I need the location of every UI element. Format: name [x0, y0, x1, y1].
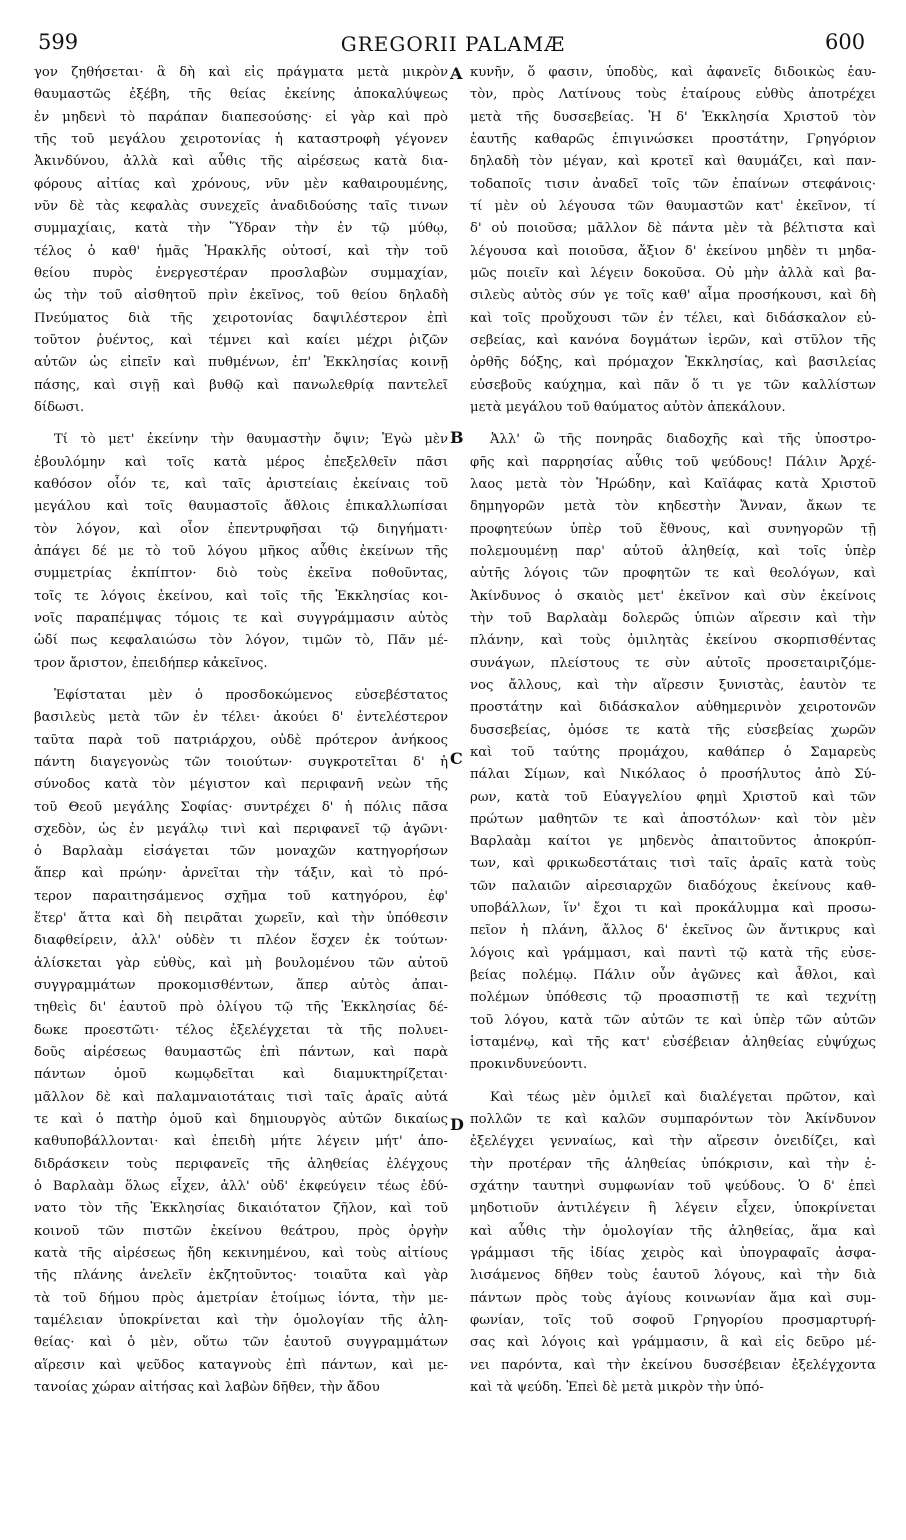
text-line: μετὰ τῆς δυσσεβείας. Ἡ δ' Ἐκκλησία Χριστοῦ τὸν: [470, 109, 876, 125]
running-title: GREGORII PALAMÆ: [340, 32, 566, 56]
text-line: λέγουσα καὶ ποιοῦσα, ἄξιον δ' ἐκείνου μηδὲν τι μηδα-: [470, 243, 876, 259]
text-line: κοινοῦ τῶν πιστῶν ἐκείνου θεάτρου, πρὸς ὀργὴν: [34, 1223, 448, 1239]
text-line: ὁ Βαρλαὰμ εἰσάγεται τῶν μοναχῶν κατηγορήσων: [34, 844, 448, 860]
text-line: πρώτων μαθητῶν τε καὶ ἀποστόλων· καὶ τὸν μὲν: [470, 811, 876, 827]
text-line: σας καὶ λόγοις καὶ γράμμασιν, ἃ καὶ εἰς δεῦρο μέ-: [470, 1335, 876, 1351]
text-line: καθυποβάλλονται· καὶ ἐπειδὴ μήτε λέγειν μήτ' ἀπο-: [34, 1134, 448, 1150]
text-line: σύνοδος κατὰ τὸν μέγιστον καὶ περιφανῆ νεὼν τῆς: [34, 777, 448, 793]
text-line: νοῖς παραπέμψας τόμοις τε καὶ συγγράμμασιν αὐτὸς: [34, 610, 448, 626]
text-line: δυσσεβείας, ὁμόσε τε κατὰ τῆς εὐσεβείας χωρῶν: [470, 722, 876, 738]
text-line: πάλαι Σίμων, καὶ Νικόλαος ὁ προσήλυτος ἀπὸ Σύ-: [470, 767, 876, 783]
text-line: βασιλεὺς μετὰ τῶν ἐν τέλει· ἀκούει δ' ἐντελέστερον: [34, 710, 448, 726]
text-line: τῶν παλαιῶν αἱρεσιαρχῶν διαδόχους ἐκείνους καθ-: [470, 878, 876, 894]
text-line: αὐτῶν ὡς εἰπεῖν καὶ πυθμένων, ἐπ' Ἐκκλησίας κοινῇ: [34, 355, 448, 371]
text-line: δ' οὐ ποιοῦσα; μᾶλλον δὲ πάντα μὲν τὰ βέλτιστα καὶ: [470, 221, 876, 237]
text-line: μηδοτιοῦν ἀντιλέγειν ἢ λέγειν εἶχεν, ὑποκρίνεται: [470, 1201, 876, 1217]
text-line: συμμετρίας ἐκπίπτον· διὸ τοὺς ἐκεῖνα ποθοῦντας,: [34, 566, 448, 582]
text-line: ἁλίσκεται γὰρ εὐθὺς, καὶ μὴ βουλομένου τῶν αὐτοῦ: [34, 955, 448, 971]
text-line: Ἀκινδύνου, ἀλλὰ καὶ αὖθις τῆς αἱρέσεως κατὰ δια-: [34, 154, 448, 170]
text-line: Ἐφίσταται μὲν ὁ προσδοκώμενος εὐσεβέστατος: [54, 687, 448, 703]
text-line: σχεδὸν, ὡς ἐν μεγάλῳ τινὶ καὶ περιφανεῖ τῷ ἀγῶνι·: [34, 821, 448, 837]
text-line: προφητεύων ὑπὲρ τοῦ ἔθνους, καὶ συνηγορῶν τῇ: [470, 521, 876, 537]
text-line: συνάγων, πλείστους τε σὺν αὐτοῖς προσεταιριζόμε-: [470, 655, 876, 671]
text-line: ὡδί πως κεφαλαιώσω τὸν λόγον, τιμῶν τὸ, Πᾶν μέ-: [34, 633, 448, 649]
text-line: σιλεὺς αὐτὸς σύν γε τοῖς καθ' αἷμα προσήκουσι, καὶ δὴ: [470, 288, 876, 304]
text-line: σχάτην ταυτηνὶ συμφωνίαν τοῦ ψεύδους. Ὁ δ' ἐπεὶ: [470, 1179, 876, 1195]
text-line: ὀρθῆς δόξης, καὶ πρόμαχον Ἐκκλησίας, καὶ βασιλείας: [470, 355, 876, 371]
text-line: γον ζηθήσεται· ἃ δὴ καὶ εἰς πράγματα μετὰ μικρὸν: [34, 65, 448, 80]
text-line: τὴν τοῦ Βαρλαὰμ δολερῶς ὑπιὼν αἵρεσιν καὶ τὴν: [470, 610, 876, 626]
text-line: νος ἄλλους, καὶ τὴν αἵρεσιν ξυνιστὰς, ἑαυτὸν τε: [470, 677, 876, 693]
text-line: ἅπερ καὶ πρώην· ἀρνεῖται τὴν τάξιν, καὶ τὸ πρό-: [34, 866, 448, 882]
text-line: καὶ τοῖς προὔχουσι τῶν ἐν τέλει, καὶ διδάσκαλον εὐ-: [470, 310, 876, 326]
text-line: βείας πολέμῳ. Πάλιν οὖν ἀγῶνες καὶ ἆθλοι, καὶ: [470, 968, 876, 984]
text-line: ἱσταμένῳ, καὶ τῆς κατ' εὐσέβειαν ἀληθείας εὐψύχως: [470, 1035, 876, 1051]
text-line: ὡς τὴν τοῦ αἰσθητοῦ πρὶν ἐκεῖνος, τοῦ θείου δηλαδὴ: [34, 288, 448, 304]
text-line: δημηγορῶν μετὰ τὸν κηδεστὴν Ἄνναν, ἄκων τε: [470, 499, 876, 515]
text-line: ἐξελέγχει γενναίως, καὶ τὴν αἵρεσιν ὀνειδίζει, καὶ: [470, 1134, 876, 1150]
text-line: φῆς καὶ παρρησίας αὖθις τοῦ ψεύδους! Πάλιν Ἀρχέ-: [470, 454, 876, 470]
text-line: μῶς ποιεῖν καὶ λέγειν δοκοῦσα. Οὐ μὴν ἀλλὰ καὶ βα-: [470, 265, 876, 281]
section-marker-b: B: [450, 428, 464, 447]
text-line: θείου πυρὸς ἐνεργεστέραν προσλαβὼν συμμαχίαν,: [34, 265, 448, 281]
text-line: δίδωσι.: [34, 399, 85, 415]
text-line: τανοίας χώραν αἰτήσας καὶ λαβὼν δῆθεν, τὴν ἄδου: [34, 1380, 380, 1396]
text-line: πάντη διαγεγονὼς τῶν τοιούτων· συγκροτεῖται δ' ἡ: [34, 754, 448, 770]
text-line: τοῦτον ῥυέντος, καὶ τέμνει καὶ καίει μέχρι ῥιζῶν: [34, 332, 448, 348]
text-line: τὸν λόγον, καὶ οἷον ἐπεντρυφῆσαι τῷ διηγήματι·: [34, 521, 448, 537]
text-line: μᾶλλον δὲ καὶ παλαμναιοτάταις τισὶ ταῖς ἀραῖς αὐτά: [34, 1089, 448, 1105]
text-line: λόγοις καὶ γράμμασι, καὶ παντὶ τῷ κατὰ τῆς εὐσε-: [470, 945, 876, 961]
text-line: διαφθείρειν, ἀλλ' οὐδὲν τι πλέον ἔσχεν ἐκ τούτων·: [34, 933, 448, 949]
text-line: ἐβουλόμην καὶ τοῖς κατὰ μέρος ἐπεξελθεῖν πᾶσι: [34, 454, 448, 470]
right-column: [470, 62, 876, 1399]
text-line: τέλος ὁ καθ' ἡμᾶς Ἡρακλῆς οὑτοσί, καὶ τὴν τοῦ: [34, 243, 448, 259]
text-line: ρων, κατὰ τοῦ Εὐαγγελίου φημὶ Χριστοῦ καὶ τῶν: [470, 789, 876, 805]
text-line: Καὶ τέως μὲν ὁμιλεῖ καὶ διαλέγεται πρῶτον, καὶ: [490, 1089, 876, 1105]
text-line: δοῦς αἱρέσεως θαυμαστῶς ἐπὶ πάντων, καὶ παρὰ: [34, 1045, 448, 1061]
text-line: αἵρεσιν καὶ ψεῦδος καταγνοὺς ἐπὶ πάντων, καὶ με-: [34, 1357, 448, 1373]
text-line: τὸν, πρὸς Λατίνους τοὺς ἑταίρους εὐθὺς ἀποτρέχει: [470, 87, 876, 103]
text-line: ταῦτα παρὰ τοῦ πατριάρχου, οὐδὲ πρότερον ἀνήκοος: [34, 732, 448, 748]
text-line: τὰ τοῦ δήμου πρὸς ἀμετρίαν ἑτοίμως ἰόντα, τὴν με-: [34, 1290, 448, 1306]
text-line: νῦν δὲ τὰς κεφαλὰς συνεχεῖς ἀναδιδούσης ταῖς τινων: [34, 198, 448, 214]
text-line: των, καὶ φρικωδεστάταις τισὶ ταῖς ἀραῖς κατὰ τοὺς: [470, 856, 876, 872]
text-line: καὶ τὰ ψεύδη. Ἐπεὶ δὲ μετὰ μικρὸν τὴν ὑπό-: [470, 1380, 764, 1396]
text-line: σεβείας, καὶ κανόνα δογμάτων ἱερῶν, καὶ στῦλον τῆς: [470, 332, 876, 348]
text-line: τρον ἄριστον, ἐπειδήπερ κἀκεῖνος.: [34, 655, 268, 671]
text-line: ὁ Βαρλαὰμ ὅλως εἶχεν, ἀλλ' οὐδ' ἐκφεύγειν τέως ἐδύ-: [34, 1179, 448, 1195]
text-line: κατὰ τῆς αἱρέσεως ἤδη κεκινημένου, καὶ τοὺς αἰτίους: [34, 1246, 448, 1262]
left-column: [34, 62, 448, 1399]
text-line: γράμμασι τῆς ἰδίας χειρὸς καὶ ὑπογραφαῖς ἀσφα-: [470, 1246, 876, 1262]
text-line: τί μὲν οὐ λέγουσα τῶν θαυμαστῶν κατ' ἐκεῖνον, τί: [470, 198, 876, 214]
text-line: λαος μετὰ τὸν Ἡρώδην, καὶ Καϊάφας κατὰ Χριστοῦ: [470, 476, 876, 492]
text-line: διδράσκειν τοὺς περιφανεῖς τῆς ἀληθείας ἐλέγχους: [34, 1156, 448, 1172]
text-line: νατο τὸν τῆς Ἐκκλησίας δικαιότατον ζῆλον, καὶ τοῦ: [34, 1201, 448, 1217]
text-line: αὐτῆς λόγοις τῶν προφητῶν τε καὶ θεολόγων, καὶ: [470, 566, 876, 582]
text-line: ταμέλειαν ὑποκρίνεται καὶ τὴν ὁμολογίαν τῆς ἀλη-: [34, 1313, 448, 1329]
text-line: μεγάλου καὶ τοῖς θαυμαστοῖς ἄθλοις ἐπικαλλωπίσαι: [34, 499, 448, 515]
text-line: συμμαχίαις, κατὰ τὴν Ὕδραν τὴν ἐν τῷ μύθῳ,: [34, 221, 448, 237]
text-line: ἕτερ' ἄττα καὶ δὴ πειρᾶται χωρεῖν, καὶ τὴν ὑπόθεσιν: [34, 911, 448, 927]
text-line: θείας· καὶ ὁ μὲν, οὕτω τῶν ἑαυτοῦ συγγραμμάτων: [34, 1335, 448, 1351]
text-line: τε καὶ ὁ πατὴρ ὁμοῦ καὶ δημιουργὸς αὐτῶν δικαίως: [34, 1112, 448, 1128]
text-line: μετὰ μεγάλου τοῦ θαύματος αὐτὸν ἀπεκάλουν.: [470, 399, 786, 415]
text-line: Τί τὸ μετ' ἐκείνην τὴν θαυμαστὴν ὄψιν; Ἐγὼ μὲν: [54, 432, 448, 448]
text-line: τοδαποῖς τισιν ἀναδεῖ τοῖς τῶν ἐπαίνων στεφάνοις·: [470, 176, 876, 192]
text-line: ἑαυτῆς καθαρῶς ἐπιγινώσκει προστάτην, Γρηγόριον: [470, 131, 876, 147]
text-line: υποβάλλων, ἵν' ἔχοι τι καὶ προκάλυμμα καὶ προσω-: [470, 901, 876, 917]
text-line: φόρους αἰτίας καὶ χρόνους, νῦν μὲν καθαιρουμένης,: [34, 176, 448, 192]
text-line: ἐν μηδενὶ τὸ παράπαν διαπεσούσης· εἰ γὰρ καὶ πρὸ: [34, 109, 448, 125]
text-line: δωκε προεστῶτι· τέλος ἐξελέγχεται τὰ τῆς πολυει-: [34, 1022, 448, 1038]
text-line: πολέμων ὑπόθεσις τῷ προασπιστῇ τε καὶ τεχνίτῃ: [470, 990, 876, 1006]
text-line: τὴν προτέραν τῆς ἀληθείας ὑπόκρισιν, καὶ τὴν ἐ-: [470, 1156, 876, 1172]
section-marker-a: A: [450, 64, 463, 83]
text-line: πάντων ὁμοῦ κωμῳδεῖται καὶ διαμυκτηρίζεται·: [34, 1067, 448, 1083]
text-line: Ἀλλ' ὢ τῆς πονηρᾶς διαδοχῆς καὶ τῆς ὑποστρο-: [490, 432, 876, 448]
text-line: κυνῆν, ὅ φασιν, ὑποδὺς, καὶ ἀφανεῖς διδοικὼς ἑαυ-: [470, 65, 876, 80]
text-line: πάσης, καὶ σιγῇ καὶ βυθῷ καὶ πανωλεθρίᾳ παντελεῖ: [34, 377, 448, 393]
section-marker-d: D: [450, 1115, 464, 1134]
right-page-number: 600: [825, 30, 866, 54]
text-line: θαυμαστῶς ἐξέβη, τῆς θείας ἐκείνης ἀποκαλύψεως: [34, 87, 448, 103]
text-line: τῆς τοῦ μεγάλου χειροτονίας ἡ καταστροφὴ γέγονεν: [34, 131, 448, 147]
text-line: δηλαδὴ τὸν μέγαν, καὶ κροτεῖ καὶ θαυμάζει, καὶ παν-: [470, 154, 876, 170]
text-line: ἀπάγει δέ με τὸ τοῦ λόγου μῆκος αὖθις ἐκείνων τῆς: [34, 543, 448, 559]
text-line: καθόσον οἷόν τε, καὶ ταῖς ἀριστείαις ἐκείναις τοῦ: [34, 476, 448, 492]
text-line: φωνίαν, τοῖς τοῦ σοφοῦ Γρηγορίου προσμαρτυρή-: [470, 1313, 876, 1329]
text-line: πολλῶν τε καὶ καλῶν συμπαρόντων τὸν Ἀκίνδυνον: [470, 1112, 876, 1128]
text-line: πεῖον ἡ πλάνη, ἄλλος δ' ἐκεῖνος ὢν ἄντικρυς καὶ: [470, 923, 876, 939]
text-line: τηθεὶς δι' ἑαυτοῦ πρὸ ὀλίγου τῷ τῆς Ἐκκλησίας δέ-: [34, 1000, 448, 1016]
text-line: τῆς πλάνης ἀνελεῖν ἐκζητοῦντος· τοιαῦτα καὶ γὰρ: [34, 1268, 448, 1284]
text-line: τερον παραιτησάμενος σχῆμα τοῦ κατηγόρου, ἐφ': [34, 888, 448, 904]
text-line: τοῦ λόγου, κατὰ τῶν αὐτῶν τε καὶ ὑπὲρ τῶν αὐτῶν: [470, 1012, 876, 1028]
text-line: τοῖς τε λόγοις ἐκείνου, καὶ τοῖς τῆς Ἐκκλησίας κοι-: [34, 588, 448, 604]
text-line: προστάτην καὶ διδάσκαλον αὐθημερινὸν χειροτονῶν: [470, 700, 876, 716]
text-line: καὶ τοῦ ταύτης προμάχου, καθάπερ ὁ Σαμαρεὺς: [470, 744, 876, 760]
text-line: νει παρόντα, καὶ τὴν ἐκείνου δυσσέβειαν ἐξελέγχοντα: [470, 1357, 876, 1373]
page-header: [0, 30, 906, 60]
text-line: τοῦ Θεοῦ μεγάλης Σοφίας· συντρέχει δ' ἡ πόλις πᾶσα: [34, 799, 448, 815]
text-line: λισάμενος δῆθεν τοὺς ἑαυτοῦ λόγους, καὶ τὴν διὰ: [470, 1268, 876, 1284]
text-line: Ἀκίνδυνος ὁ σκαιὸς μετ' ἐκεῖνον καὶ σὺν ἐκείνοις: [470, 588, 876, 604]
text-line: προκινδυνεύοντι.: [470, 1057, 588, 1073]
section-marker-c: C: [450, 749, 463, 768]
text-line: Πνεύματος διὰ τῆς χειροτονίας δαψιλέστερον ἐπὶ: [34, 310, 448, 326]
left-page-number: 599: [38, 30, 79, 54]
text-line: καὶ αὖθις τὴν ὁμολογίαν τῆς ἀληθείας, ἅμα καὶ: [470, 1223, 876, 1239]
text-line: Βαρλαὰμ καίτοι γε μηδενὸς ἀπαιτοῦντος ἀποκρύπ-: [470, 834, 876, 850]
text-line: πάντων πρὸς τοὺς ἁγίους κοινωνίαν ἅμα καὶ συμ-: [470, 1290, 876, 1306]
text-line: εὐσεβοῦς καύχημα, καὶ πᾶν ὅ τι γε τῶν καλλίστων: [470, 377, 876, 393]
text-line: συγγραμμάτων προκομισθέντων, ἅπερ αὐτὸς ἀπαι-: [34, 978, 448, 994]
text-line: πολεμουμένῃ παρ' αὐτοῦ ἀληθείᾳ, καὶ τοῖς ὑπὲρ: [470, 543, 876, 559]
text-line: πλάνην, καὶ τοὺς ὁμιλητὰς ἐκείνου σκορπισθέντας: [470, 633, 876, 649]
